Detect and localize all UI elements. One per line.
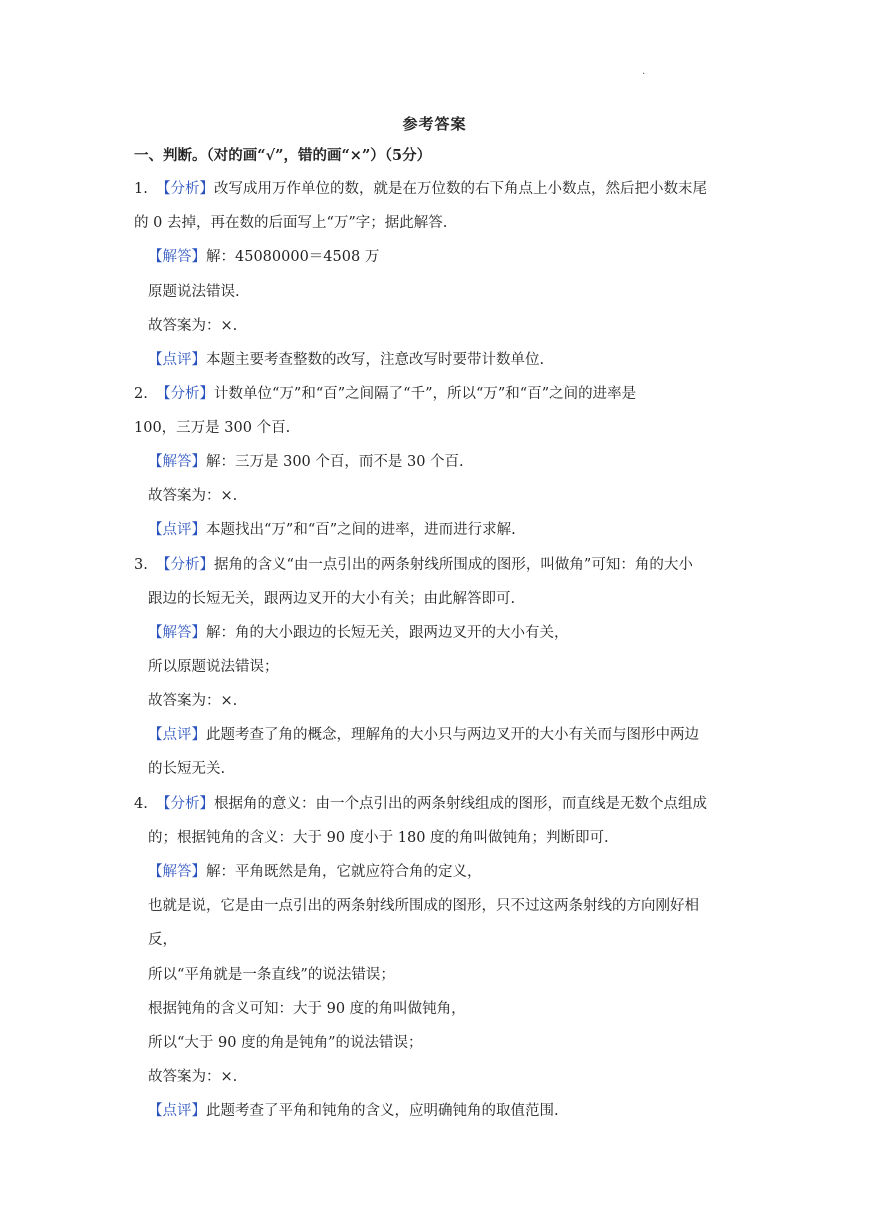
q2-analysis-text-1: 计数单位“万”和“百”之间隔了“千”，所以“万”和“百”之间的进率是 [214,386,637,402]
q2-analysis-line-1 [134,384,636,404]
comment-tag: 【点评】 [148,522,206,538]
q4-answer-line-4: 所以“平角就是一条直线”的说法错误； [148,967,395,983]
page-title: 参考答案 [402,115,467,133]
comment-tag: 【点评】 [148,352,206,368]
section-heading: 一、判断。（对的画“√”，错的画“×”）（5分） [134,147,432,164]
answer-tag: 【解答】 [148,625,206,641]
q2-comment-line-1 [148,520,516,540]
comment-tag: 【点评】 [148,727,206,743]
q3-answer-line-2: 所以原题说法错误； [148,659,279,675]
q1-comment-text-1: 本题主要考查整数的改写，注意改写时要带计数单位. [206,352,545,368]
q4-answer-text-1: 解：平角既然是角，它就应符合角的定义， [206,864,482,880]
corner-dot: . [642,66,646,77]
q1-answer-line-1 [148,247,379,267]
q1-comment-line-1 [148,350,544,370]
q3-analysis-line-2: 跟边的长短无关，跟两边叉开的大小有关；由此解答即可. [148,591,516,607]
question-number: 3. [134,557,148,573]
question-number: 4. [134,796,148,812]
q4-answer-line-1 [148,862,482,882]
q4-analysis-text-1: 根据角的意义：由一个点引出的两条射线组成的图形，而直线是无数个点组成 [214,796,707,812]
q3-answer-line-1 [148,623,569,643]
answer-tag: 【解答】 [148,249,206,265]
q1-answer-line-2: 原题说法错误. [148,284,240,300]
q4-answer-line-7: 故答案为：×. [148,1069,238,1085]
q3-analysis-text-1: 据角的含义“由一点引出的两条射线所围成的图形，叫做角”可知：角的大小 [214,557,693,573]
q2-answer-text-1: 解：三万是 300 个百，而不是 30 个百. [206,454,464,470]
q4-answer-line-2: 也就是说，它是由一点引出的两条射线所围成的图形，只不过这两条射线的方向刚好相 [148,898,699,914]
q4-analysis-line-2: 的；根据钝角的含义：大于 90 度小于 180 度的角叫做钝角；判断即可. [148,830,609,846]
q2-analysis-line-2: 100，三万是 300 个百. [134,420,291,436]
q2-answer-line-1 [148,452,464,472]
q4-comment-line-1 [148,1101,559,1121]
analysis-tag: 【分析】 [156,796,214,812]
q4-answer-line-6: 所以“大于 90 度的角是钝角”的说法错误； [148,1035,423,1051]
comment-tag: 【点评】 [148,1103,206,1119]
question-number: 1. [134,181,148,197]
q1-analysis-line-1 [134,179,707,199]
answer-tag: 【解答】 [148,864,206,880]
q4-comment-text-1: 此题考查了平角和钝角的含义，应明确钝角的取值范围. [206,1103,559,1119]
analysis-tag: 【分析】 [156,557,214,573]
q3-answer-text-1: 解：角的大小跟边的长短无关，跟两边叉开的大小有关， [206,625,569,641]
q1-answer-line-3: 故答案为：×. [148,318,238,334]
q3-analysis-line-1 [134,555,693,575]
q4-analysis-line-1 [134,794,707,814]
q3-comment-text-1: 此题考查了角的概念，理解角的大小只与两边叉开的大小有关而与图形中两边 [206,727,699,743]
analysis-tag: 【分析】 [156,386,214,402]
q1-answer-text-1: 解：45080000＝4508 万 [206,249,380,265]
q1-analysis-text-1: 改写成用万作单位的数，就是在万位数的右下角点上小数点，然后把小数末尾 [214,181,707,197]
q3-comment-line-1 [148,725,699,745]
q3-answer-line-3: 故答案为：×. [148,693,238,709]
q2-comment-text-1: 本题找出“万”和“百”之间的进率，进而进行求解. [206,522,516,538]
q4-answer-line-3: 反， [148,932,177,948]
answer-tag: 【解答】 [148,454,206,470]
q2-answer-line-2: 故答案为：×. [148,488,238,504]
q3-comment-line-2: 的长短无关. [148,761,226,777]
question-number: 2. [134,386,148,402]
q1-analysis-line-2: 的 0 去掉，再在数的后面写上“万”字；据此解答. [134,215,448,231]
analysis-tag: 【分析】 [156,181,214,197]
q4-answer-line-5: 根据钝角的含义可知：大于 90 度的角叫做钝角， [148,1001,466,1017]
